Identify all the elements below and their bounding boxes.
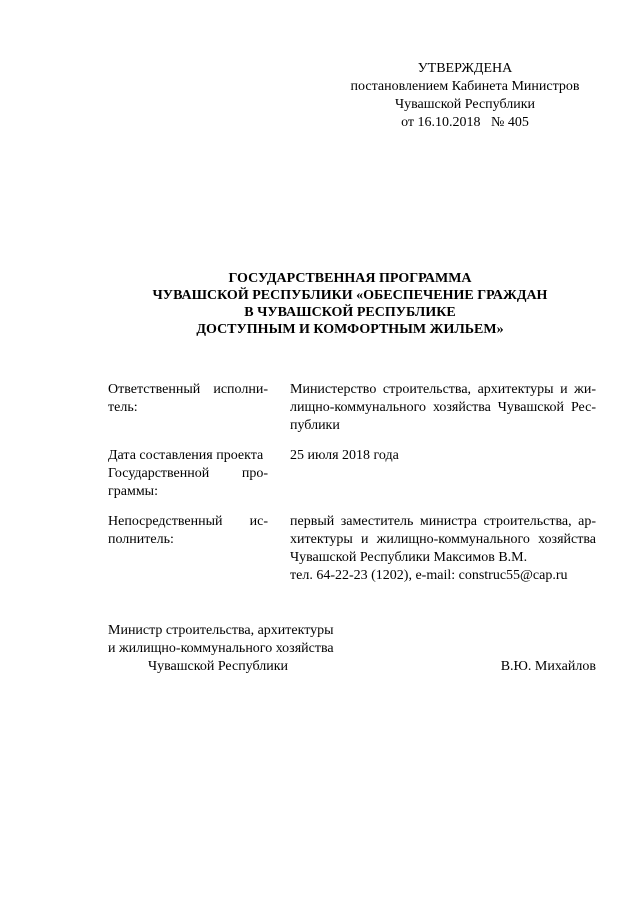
title-line: В ЧУВАШСКОЙ РЕСПУБЛИКЕ — [244, 305, 456, 320]
signer-title-line: и жилищно-коммунального хозяйства — [108, 641, 334, 656]
direct-executor-row — [108, 513, 596, 585]
approval-stamp — [340, 60, 590, 132]
responsible-executor-value: Министерство строительства, архитектуры и жи- лищно-коммунального хозяйства Чувашской Рес- публики — [290, 382, 596, 433]
compilation-date-label: Дата составления проекта Государственной про- граммы: — [108, 448, 268, 499]
signer-title-line: Чувашской Республики — [148, 659, 289, 674]
responsible-executor-row — [108, 381, 596, 435]
approval-republic: Чувашской Республики — [394, 97, 536, 112]
approval-resolution: постановлением Кабинета Министров — [350, 79, 580, 94]
signer-name: В.Ю. Михайлов — [500, 659, 596, 674]
direct-executor-value: первый заместитель министра строительства, ар- хитектуры и жилищно-коммунального хозяйства Чувашской Республики Максимов В.М. тел. 64-22-23 (1202), e-mail: construc55@cap.ru — [290, 514, 596, 583]
signer-title-line: Министр строительства, архитектуры — [108, 623, 334, 638]
program-title — [100, 270, 600, 338]
approval-heading: УТВЕРЖДЕНА — [417, 61, 513, 76]
contact-info: тел. 64-22-23 (1202), e-mail: construc55@cap.ru — [290, 568, 568, 583]
responsible-executor-label: Ответственный исполни- тель: — [108, 382, 268, 415]
approval-date-number: от 16.10.2018 № 405 — [401, 115, 529, 130]
signature-block — [108, 622, 596, 676]
title-line: ГОСУДАРСТВЕННАЯ ПРОГРАММА — [228, 271, 472, 286]
title-line: ДОСТУПНЫМ И КОМФОРТНЫМ ЖИЛЬЕМ» — [196, 322, 504, 337]
direct-executor-label: Непосредственный ис- полнитель: — [108, 514, 268, 547]
compilation-date-row — [108, 447, 596, 501]
title-line: ЧУВАШСКОЙ РЕСПУБЛИКИ «ОБЕСПЕЧЕНИЕ ГРАЖДАН — [152, 288, 548, 303]
compilation-date-value: 25 июля 2018 года — [290, 448, 399, 463]
